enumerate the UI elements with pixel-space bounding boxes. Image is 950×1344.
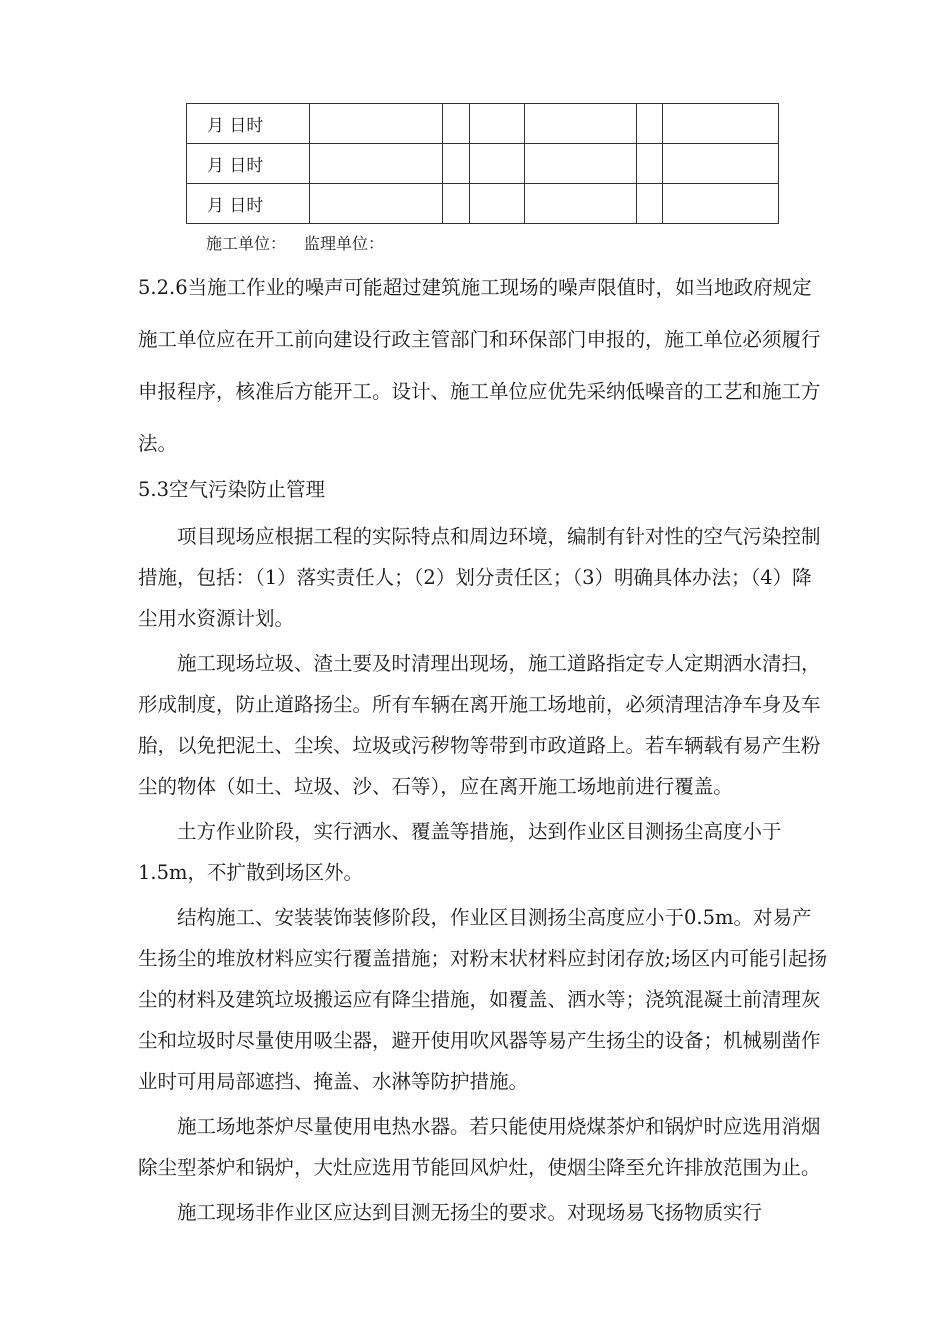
paragraph: 施工场地茶炉尽量使用电热水器。若只能使用烧煤茶炉和锅炉时应选用消烟除尘型茶炉和锅炉，大灶应选用节能回风炉灶，使烟尘降至允许排放范围为止。	[138, 1115, 821, 1179]
record-table	[186, 103, 779, 224]
blank-cell	[637, 104, 663, 144]
blank-cell	[443, 104, 470, 144]
blank-cell	[663, 104, 779, 144]
paragraph: 土方作业阶段，实行洒水、覆盖等措施，达到作业区目测扬尘高度小于1.5m，不扩散到场区外。	[138, 820, 782, 884]
blank-cell	[443, 184, 470, 224]
signature-line	[206, 231, 384, 254]
blank-cell	[470, 104, 525, 144]
paragraph: 项目现场应根据工程的实际特点和周边环境，编制有针对性的空气污染控制措施，包括：（1）落实责任人；（2）划分责任区；（3）明确具体办法；（4）降尘用水资源计划。	[138, 525, 821, 630]
blank-cell	[310, 184, 443, 224]
section-5-2-6-text: 5.2.6当施工作业的噪声可能超过建筑施工现场的噪声限值时，如当地政府规定施工单位应在开工前向建设行政主管部门和环保部门申报的，施工单位必须履行申报程序，核准后方能开工。设计、施工单位应优先采纳低噪音的工艺和施工方法。	[138, 276, 821, 455]
supervision-unit-label: 监理单位：	[304, 234, 385, 253]
date-cell: 月 日时	[187, 184, 310, 224]
blank-cell	[310, 144, 443, 184]
blank-cell	[637, 144, 663, 184]
document-body	[138, 262, 828, 1237]
blank-cell	[663, 184, 779, 224]
date-cell: 月 日时	[187, 144, 310, 184]
paragraph: 结构施工、安装装饰装修阶段，作业区目测扬尘高度应小于0.5m。对易产生扬尘的堆放材料应实行覆盖措施；对粉末状材料应封闭存放;场区内可能引起扬尘的材料及建筑垃圾搬运应有降尘措施，如覆盖、洒水等；浇筑混凝土前清理灰尘和垃圾时尽量使用吸尘器，避开使用吹风器等易产生扬尘的设备；机械剔凿作业时可用局部遮挡、掩盖、水淋等防护措施。	[138, 906, 828, 1093]
blank-cell	[470, 184, 525, 224]
paragraph: 施工现场垃圾、渣土要及时清理出现场，施工道路指定专人定期洒水清扫，形成制度，防止道路扬尘。所有车辆在离开施工场地前，必须清理洁净车身及车胎，以免把泥土、尘埃、垃圾或污秽物等带到市政道路上。若车辆载有易产生粉尘的物体（如土、垃圾、沙、石等），应在离开施工场地前进行覆盖。	[138, 652, 821, 798]
table-row	[187, 184, 779, 224]
blank-cell	[663, 144, 779, 184]
section-5-3-heading: 5.3空气污染防止管理	[138, 478, 326, 501]
blank-cell	[525, 144, 637, 184]
construction-unit-label: 施工单位：	[206, 234, 287, 253]
blank-cell	[443, 144, 470, 184]
date-cell: 月 日时	[187, 104, 310, 144]
blank-cell	[525, 184, 637, 224]
blank-cell	[310, 104, 443, 144]
blank-cell	[637, 184, 663, 224]
paragraph: 施工现场非作业区应达到目测无扬尘的要求。对现场易飞扬物质实行	[177, 1201, 763, 1224]
blank-cell	[470, 144, 525, 184]
table-row	[187, 104, 779, 144]
blank-cell	[525, 104, 637, 144]
table-row	[187, 144, 779, 184]
